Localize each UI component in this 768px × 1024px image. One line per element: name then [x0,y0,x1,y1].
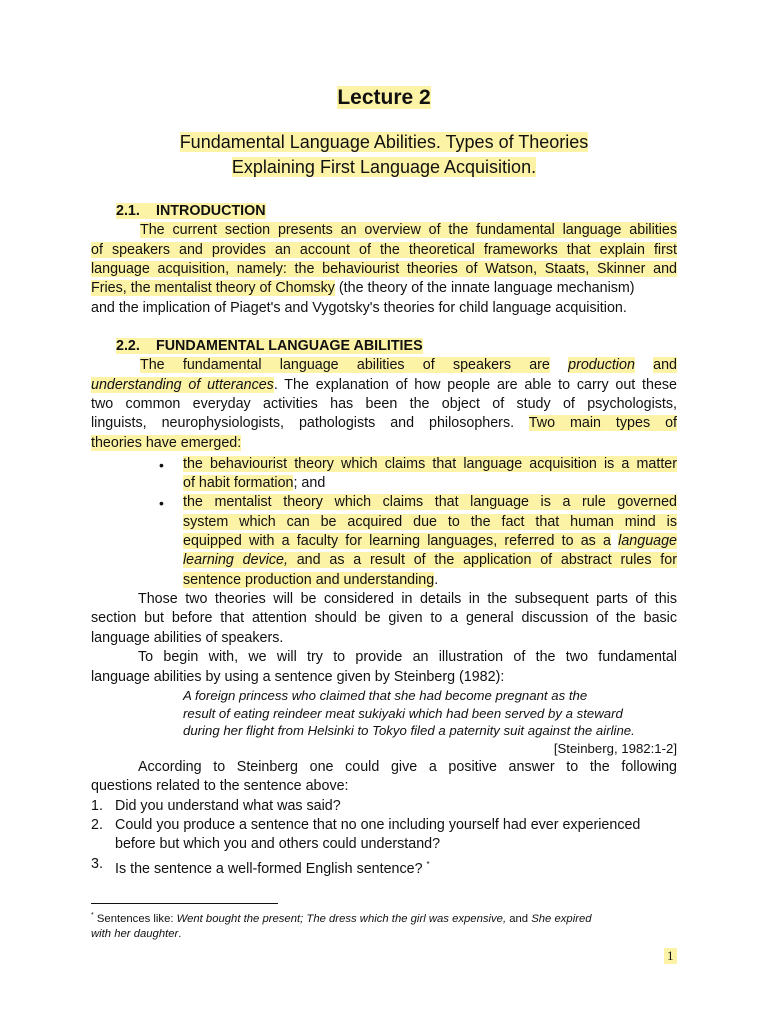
subtitle-line-2: Explaining First Language Acquisition. [231,157,537,177]
abilities-line-1: The fundamental language abilities of speakers are production and [140,357,677,373]
intro-line-4: Fries, the mentalist theory of Chomsky (the theory of the innate language mechanism) [91,280,635,296]
bullet-mentalist-line-3: equipped with a faculty for learning languages, referred to as a language [183,533,678,549]
bullet-mentalist-line-4: learning device, and as a result of the application of abstract rules for [183,552,677,568]
bullet-behaviourist-line-2: of habit formation; and [183,475,326,491]
bullet-mentalist-line-2: system which can be acquired due to the fact that human mind is [183,514,677,530]
bullet-mentalist-line-1: the mentalist theory which claims that language is a rule governed [183,494,677,510]
abilities-line-2: understanding of utterances. The explanation of how people are able to carry out these [91,377,677,393]
steinberg-line-1: According to Steinberg one could give a positive answer to the following [138,759,677,775]
steinberg-line-2: questions related to the sentence above: [91,778,349,794]
section-heading-fundamental-abilities: 2.2. FUNDAMENTAL LANGUAGE ABILITIES [116,338,423,354]
bullet-mentalist-line-5: sentence production and understanding. [183,572,439,588]
bullet-marker-2: • [159,495,164,511]
question-2-number: 2. [91,817,103,833]
theories-line-2: section but before that attention should be given to a general discussion of the basic [91,610,677,626]
footnote-text: * Sentences like: Went bought the present; The dress which the girl was expensive, and She expired with her daughter. [91,912,592,940]
lecture-title: Lecture 2 [337,86,431,109]
bullet-behaviourist-line-1: the behaviourist theory which claims that language acquisition is a matter [183,456,677,472]
quote-citation: [Steinberg, 1982:1-2] [553,741,677,756]
bullet-marker-1: • [159,457,164,473]
subtitle-line-1: Fundamental Language Abilities. Types of Theories [179,132,589,152]
theories-line-1: Those two theories will be considered in details in the subsequent parts of this [138,591,677,607]
footnote-reference-marker: * [426,860,430,869]
question-1-text: Did you understand what was said? [115,798,341,814]
abilities-line-5: theories have emerged: [91,435,242,451]
question-3-text: Is the sentence a well-formed English sentence? * [115,860,430,877]
theories-line-3: language abilities of speakers. [91,630,284,646]
question-2-text-line-2: before but which you and others could understand? [115,836,441,852]
quote-line-3: during her flight from Helsinki to Tokyo filed a paternity suit against the airline. [183,723,635,738]
intro-line-5: and the implication of Piaget's and Vygotsky's theories for child language acquisition. [91,300,627,316]
illustration-line-2: language abilities by using a sentence given by Steinberg (1982): [91,669,505,685]
question-2-text-line-1: Could you produce a sentence that no one including yourself had ever experienced [115,817,641,833]
intro-line-3: language acquisition, namely: the behaviourist theories of Watson, Staats, Skinner and [91,261,677,277]
quote-line-1: A foreign princess who claimed that she had become pregnant as the [183,688,588,703]
illustration-line-1: To begin with, we will try to provide an illustration of the two fundamental [138,649,677,665]
section-heading-introduction: 2.1. INTRODUCTION [116,203,266,219]
question-1-number: 1. [91,798,103,814]
page-number: 1 [664,948,677,964]
abilities-line-4: linguists, neurophysiologists, pathologists and philosophers. Two main types of [91,415,677,431]
intro-line-2: of speakers and provides an account of the theoretical frameworks that explain first [91,242,677,258]
question-3-number: 3. [91,856,103,872]
intro-line-1: The current section presents an overview of the fundamental language abilities [140,222,677,238]
abilities-line-3: two common everyday activities has been the object of study of psychologists, [91,396,677,412]
quote-line-2: result of eating reindeer meat sukiyaki which had been served by a steward [183,706,623,721]
footnote-divider [91,903,278,904]
